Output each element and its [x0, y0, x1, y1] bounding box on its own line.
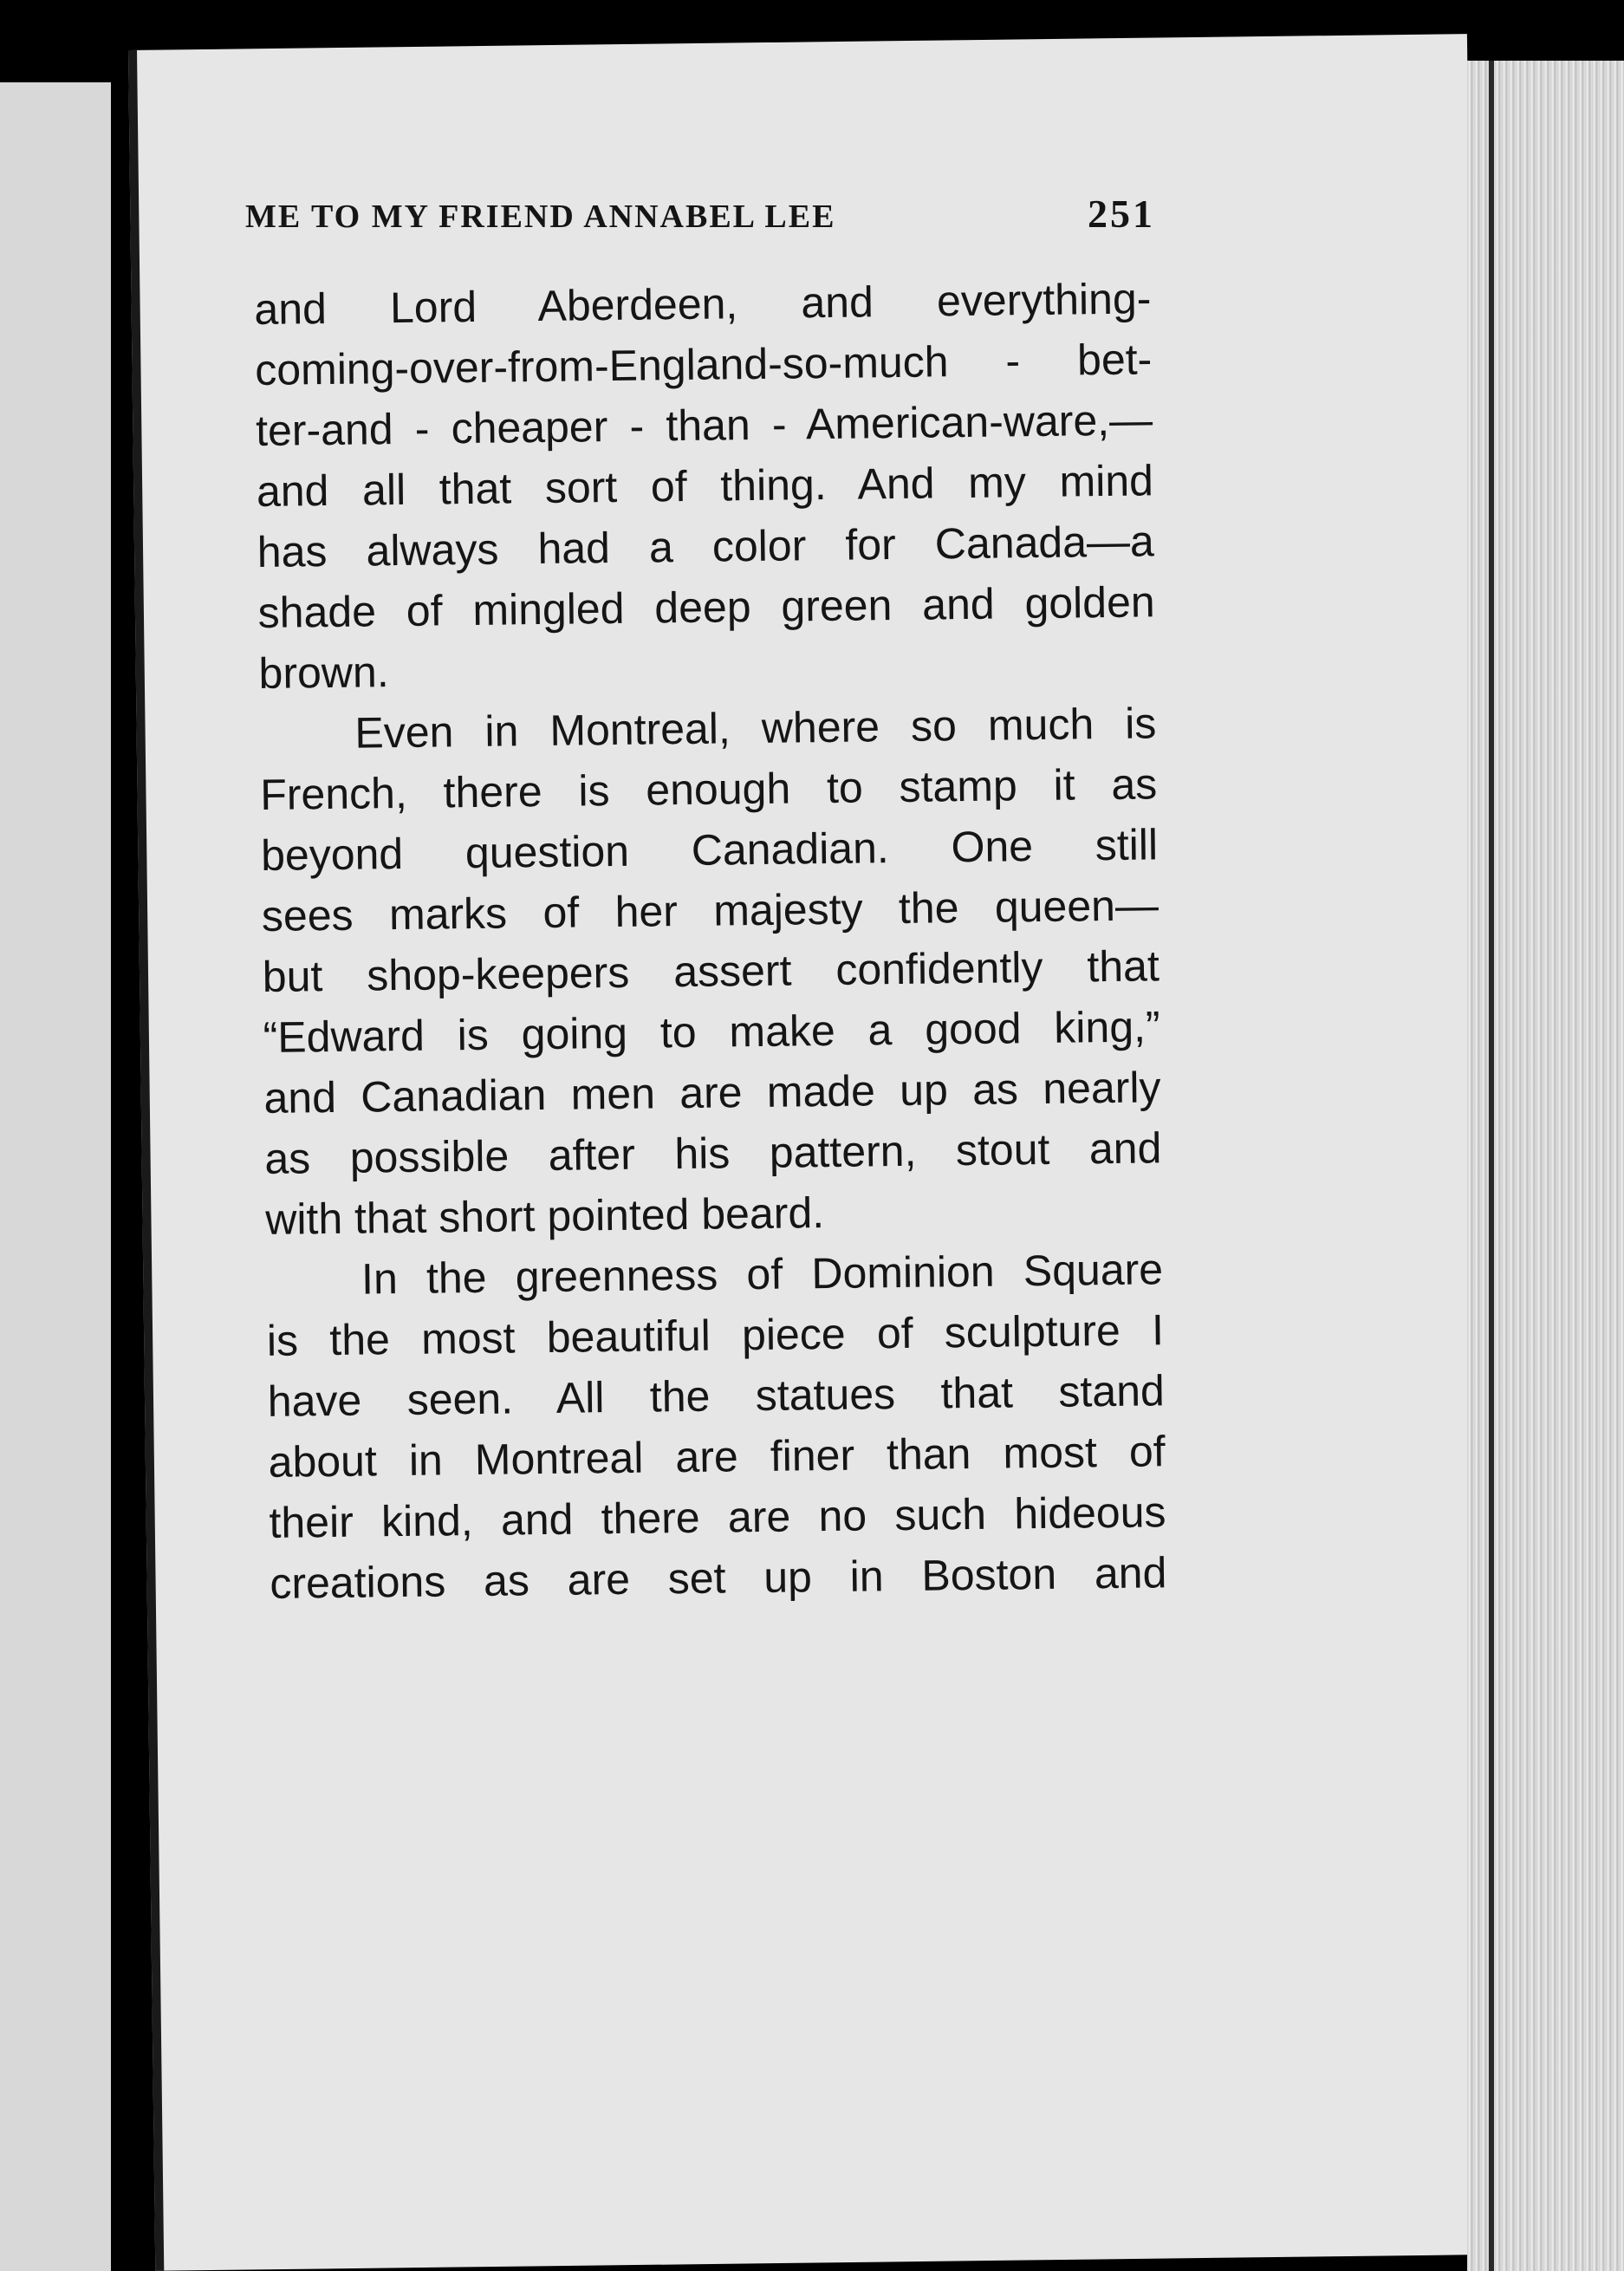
running-head — [245, 191, 1155, 237]
page-gutter-shadow — [1489, 61, 1494, 2271]
text-line: Even in Montreal, where so much is — [354, 699, 1157, 758]
text-line: has always had a color for Canada—a — [257, 517, 1155, 576]
text-line: beyond question Canadian. One still — [260, 820, 1159, 880]
text-line: In the greenness of Dominion Square — [361, 1245, 1164, 1304]
running-head-title: ME TO MY FRIEND ANNABEL LEE — [245, 198, 836, 235]
text-line: and all that sort of thing. And my mind — [256, 456, 1154, 516]
text-line: and Canadian men are made up as nearly — [263, 1063, 1161, 1122]
text-line: coming-over-from-England-so-much - bet- — [254, 335, 1153, 394]
text-line: shade of mingled deep green and golden — [257, 577, 1155, 637]
text-line: about in Montreal are finer than most of — [268, 1427, 1166, 1487]
page-number: 251 — [1088, 192, 1155, 236]
text-line: and Lord Aberdeen, and everything- — [254, 274, 1152, 334]
text-line: as possible after his pattern, stout and — [264, 1123, 1162, 1183]
body-text — [254, 268, 1167, 1614]
text-line: is the most beautiful piece of sculpture I — [266, 1305, 1165, 1365]
text-line: creations as are set up in Boston and — [270, 1548, 1167, 1608]
text-line: sees marks of her majesty the queen— — [261, 881, 1160, 940]
facing-page-edge — [0, 82, 111, 2271]
text-line: their kind, and there are no such hideous — [269, 1487, 1166, 1547]
text-line: “Edward is going to make a good king,” — [263, 1002, 1160, 1062]
text-line: but shop-keepers assert confidently that — [262, 941, 1160, 1001]
text-line: with that short pointed beard. — [264, 1188, 825, 1244]
text-line: brown. — [258, 647, 389, 698]
text-line: ter-and - cheaper - than - American-ware,— — [255, 395, 1153, 455]
paragraph-2 — [259, 693, 1163, 1250]
paragraph-3 — [266, 1239, 1167, 1614]
text-line: have seen. All the statues that stand — [267, 1366, 1166, 1426]
paragraph-1 — [254, 268, 1156, 704]
text-line: French, there is enough to stamp it as — [259, 759, 1158, 819]
